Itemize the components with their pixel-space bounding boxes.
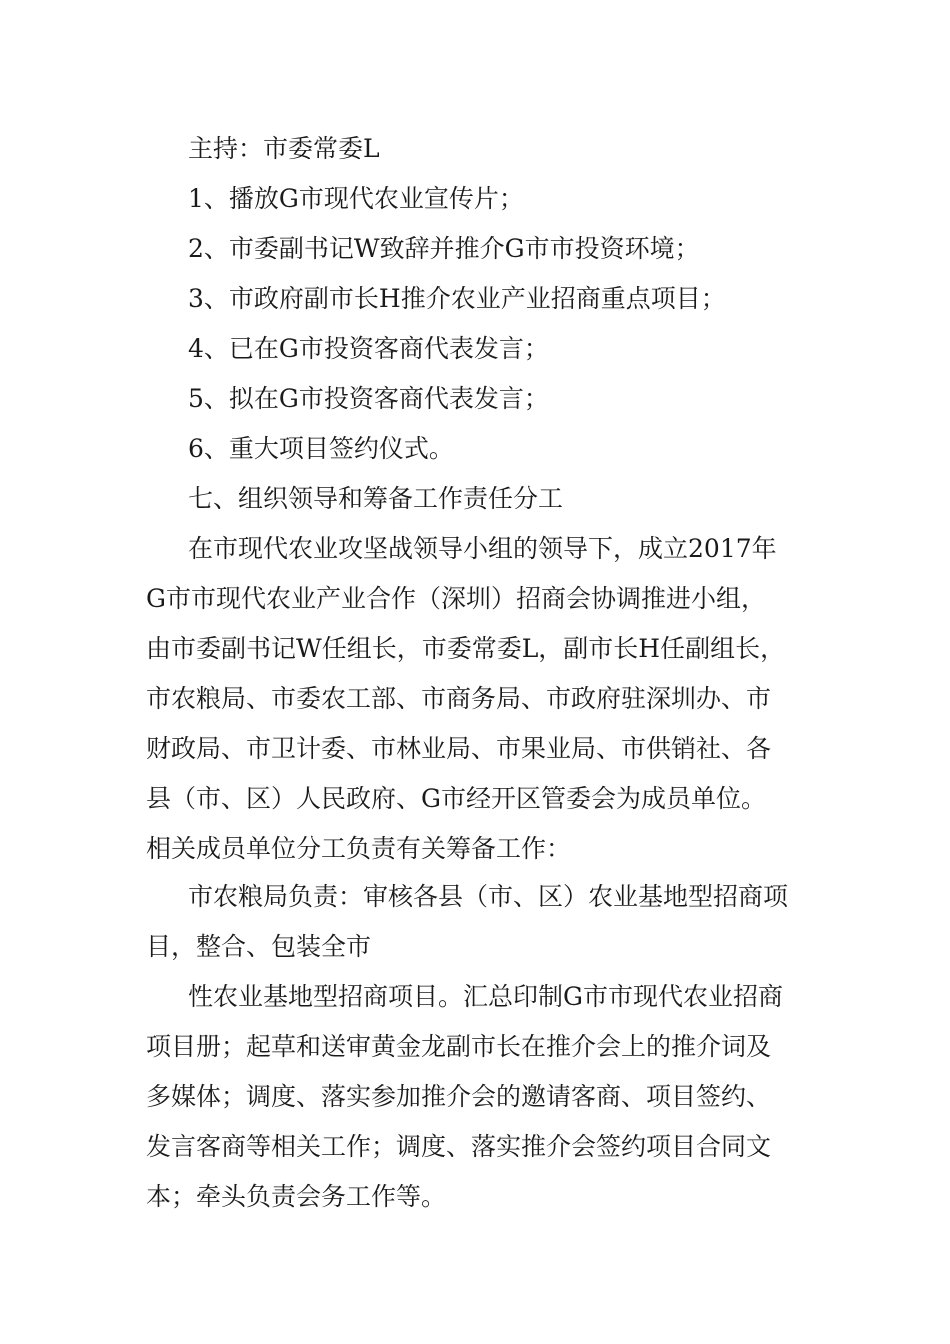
agenda-item-5: 5、拟在G市投资客商代表发言； — [188, 384, 549, 413]
paragraph-line: 目，整合、包装全市 — [146, 932, 372, 961]
paragraph-line: 县（市、区）人民政府、G市经开区管委会为成员单位。 — [146, 784, 766, 813]
paragraph-line: 项目册；起草和送审黄金龙副市长在推介会上的推介词及 — [146, 1032, 772, 1061]
paragraph-line: 本；牵头负责会务工作等。 — [146, 1182, 447, 1211]
paragraph-line: 市农粮局负责：审核各县（市、区）农业基地型招商项 — [188, 882, 789, 911]
paragraph-line: 市农粮局、市委农工部、市商务局、市政府驻深圳办、市 — [146, 684, 772, 713]
agenda-item-6: 6、重大项目签约仪式。 — [188, 434, 454, 463]
paragraph-line: 多媒体；调度、落实参加推介会的邀请客商、项目签约、 — [146, 1082, 772, 1111]
paragraph-line: 由市委副书记W任组长，市委常委L，副市长H任副组长， — [146, 634, 786, 663]
paragraph-line: 发言客商等相关工作；调度、落实推介会签约项目合同文 — [146, 1132, 772, 1161]
paragraph-line: 相关成员单位分工负责有关筹备工作： — [146, 834, 572, 863]
agenda-item-4: 4、已在G市投资客商代表发言； — [188, 334, 549, 363]
paragraph-line: G市市现代农业产业合作（深圳）招商会协调推进小组， — [146, 584, 766, 613]
section-heading: 七、组织领导和筹备工作责任分工 — [188, 484, 564, 513]
agenda-item-3: 3、市政府副市长H推介农业产业招商重点项目； — [188, 284, 726, 313]
agenda-item-1: 1、播放G市现代农业宣传片； — [188, 184, 524, 213]
agenda-item-2: 2、市委副书记W致辞并推介G市市投资环境； — [188, 234, 700, 263]
host-line: 主持：市委常委L — [188, 134, 380, 163]
paragraph-line: 财政局、市卫计委、市林业局、市果业局、市供销社、各 — [146, 734, 772, 763]
paragraph-line: 在市现代农业攻坚战领导小组的领导下，成立2017年 — [188, 534, 777, 563]
paragraph-line: 性农业基地型招商项目。汇总印制G市市现代农业招商 — [188, 982, 783, 1011]
